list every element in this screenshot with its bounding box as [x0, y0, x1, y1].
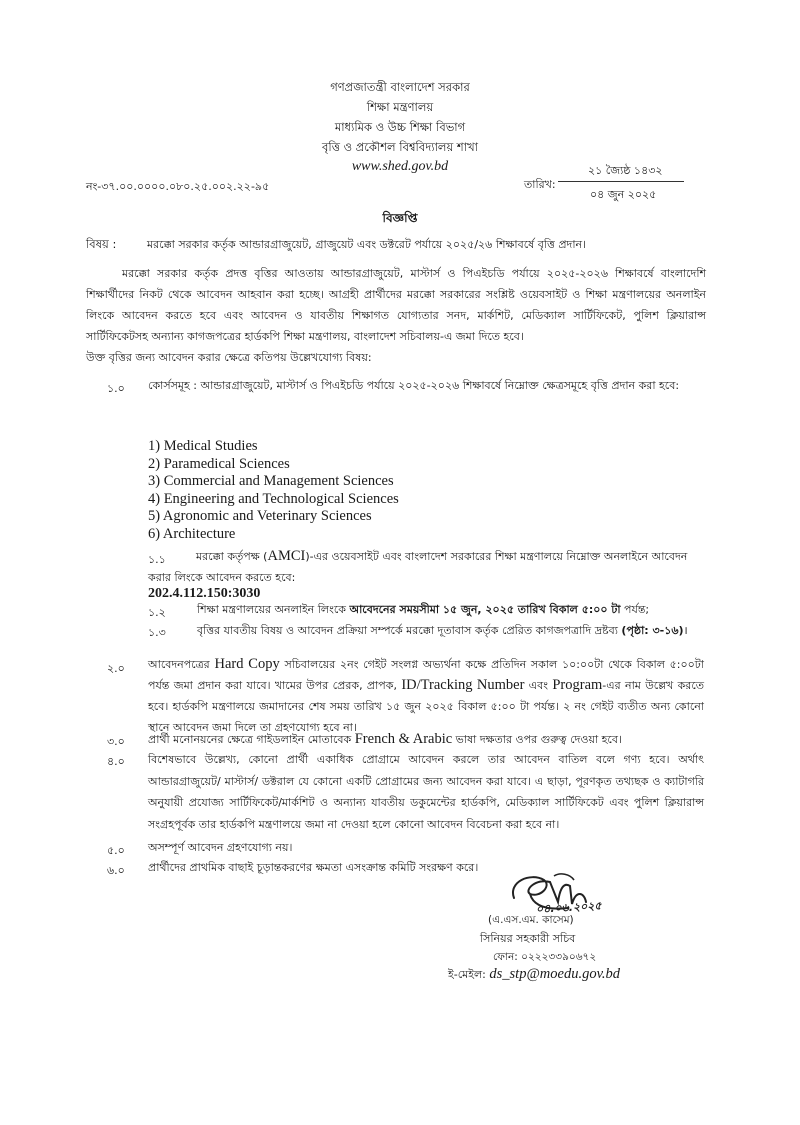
memo-number: নং-৩৭.০০.০০০০.০৮০.২৫.০০২.২২-৯৫ [86, 180, 270, 193]
notable-intro: উক্ত বৃত্তির জন্য আবেদন করার ক্ষেত্রে কতিপয় উল্লেখযোগ্য বিষয়: [86, 351, 372, 364]
item-1-1-text: মরক্কো কর্তৃপক্ষ (AMCI)-এর ওয়েবসাইট এবং বাংলাদেশ সরকারের শিক্ষা মন্ত্রণালয়ে নিম্নোক্ত অনলাইনে আবেদন করার লিংকে আবেদন করতে হবে: [148, 548, 688, 584]
item-1-text: কোর্সসমূহ : আন্ডারগ্রাজুয়েট, মাস্টার্স ও পিএইচডি পর্যায়ে ২০২৫-২০২৬ শিক্ষাবর্ষে নিম্নোক্ত ক্ষেত্রসমূহে বৃত্তি প্রদান করা হবে: [148, 379, 680, 392]
date-gregorian: ০৪ জুন ২০২৫ [590, 188, 657, 201]
notice-title: বিজ্ঞপ্তি [382, 211, 418, 225]
page-ref: (পৃষ্ঠা: ৩-১৬) [621, 624, 684, 637]
item-1-3-number: ১.৩ [148, 626, 166, 639]
header-ministry: শিক্ষা মন্ত্রণালয় [366, 100, 434, 114]
amci-label: AMCI [267, 548, 306, 564]
intro-paragraph: মরক্কো সরকার কর্তৃক প্রদত্ত বৃত্তির আওতায় আন্ডারগ্রাজুয়েট, মাস্টার্স ও পিএইচডি পর্যায়ে ২০২৫-২০২৬ শিক্ষাবর্ষে বাংলাদেশি শিক্ষার্থীদের নিকট থেকে আবেদন আহবান করা হচ্ছে। আগ্রহী প্রার্থীদের মরক্কো সরকারের সংশ্লিষ্ট ওয়েবসাইট ও শিক্ষা মন্ত্রণালয়ের অনলাইন লিংকে আবেদন করতে হবে এবং আবেদন ও যাবতীয় শিক্ষাগত যোগ্যতার সনদ, মার্কশিট, মেডিক্যাল সার্টিফিকেট, পুলিশ ক্লিয়ারান্স সার্টিফিকেটসহ অন্যান্য কাগজপত্রের হার্ডকপি শিক্ষা মন্ত্রণালয়, বাংলাদেশ সচিবালয়-এ জমা দিতে হবে। [86, 267, 706, 343]
signatory-email: ই-মেইল: ds_stp@moedu.gov.bd [448, 966, 621, 982]
item-2-text: আবেদনপত্রের Hard Copy সচিবালয়ের ২নং গেইট সংলগ্ন অভ্যর্থনা কক্ষে প্রতিদিন সকাল ১০:০০টা থেকে বিকাল ৫:০০টা পর্যন্ত জমা প্রদান করা যাবে। খামের উপর প্রেরক, প্রাপক, ID/Tracking Number এবং Program-এর নাম উল্লেখ করতে হবে। হার্ডকপি মন্ত্রণালয়ে জমাদানের শেষ সময় তারিখ ১৫ জুন ২০২৫ বিকাল ৫:০০ টা পর্যন্ত। ২ নং গেইট ব্যতীত অন্য কোনো স্থানে আবেদন জমা দিলে তা গ্রহণযোগ্য হবে না। [148, 656, 705, 734]
email-link[interactable]: ds_stp@moedu.gov.bd [489, 966, 621, 982]
signatory-name: (এ.এস.এম. কাসেম) [488, 914, 574, 926]
item-1-2-number: ১.২ [148, 606, 166, 619]
signatory-designation: সিনিয়র সহকারী সচিব [480, 932, 576, 945]
header-branch: বৃত্তি ও প্রকৌশল বিশ্ববিদ্যালয় শাখা [322, 140, 478, 154]
subject-label: বিষয় : [86, 237, 117, 251]
course-item: 4) Engineering and Technological Sciences [148, 490, 399, 507]
item-3-text: প্রার্থী মনোনয়নের ক্ষেত্রে গাইডলাইন মোতাবেক French & Arabic ভাষা দক্ষতার ওপর গুরুত্ব দেওয়া হবে। [148, 731, 622, 747]
item-3-number: ৩.০ [107, 735, 125, 748]
item-2-number: ২.০ [107, 662, 125, 675]
item-4-number: ৪.০ [107, 755, 125, 768]
item-1-number: ১.০ [107, 382, 125, 395]
item-1-2-text: শিক্ষা মন্ত্রণালয়ের অনলাইন লিংকে আবেদনের সময়সীমা ১৫ জুন, ২০২৫ তারিখ বিকাল ৫:০০ টা পর্যন্ত; [197, 603, 650, 616]
letterhead [0, 77, 800, 177]
item-6-text: প্রার্থীদের প্রাথমিক বাছাই চূড়ান্তকরণের ক্ষমতা এসংক্রান্ত কমিটি সংরক্ষণ করে। [148, 861, 479, 874]
course-item: 6) Architecture [148, 525, 236, 542]
date-bangla: ২১ জ্যৈষ্ঠ ১৪৩২ [588, 164, 663, 177]
subject-text: মরক্কো সরকার কর্তৃক আন্ডারগ্রাজুয়েট, গ্রাজুয়েট এবং ডক্টরেট পর্যায়ে ২০২৫/২৬ শিক্ষাবর্ষে বৃত্তি প্রদান। [147, 238, 587, 251]
header-government: গণপ্রজাতন্ত্রী বাংলাদেশ সরকার [330, 80, 470, 94]
deadline-text: আবেদনের সময়সীমা ১৫ জুন, ২০২৫ তারিখ বিকাল ৫:০০ টা [349, 603, 621, 616]
date-label: তারিখ: [524, 178, 556, 191]
signatory-phone: ফোন: ০২২২৩৩৯০৬৭২ [493, 951, 597, 963]
signature-date: ০৪.০৬.২০২৫ [535, 899, 602, 916]
course-item: 3) Commercial and Management Sciences [148, 473, 394, 489]
header-division: মাধ্যমিক ও উচ্চ শিক্ষা বিভাগ [334, 120, 466, 134]
course-item: 1) Medical Studies [148, 438, 258, 454]
course-item: 5) Agronomic and Veterinary Sciences [148, 508, 372, 524]
item-5-text: অসম্পূর্ণ আবেদন গ্রহণযোগ্য নয়। [148, 841, 293, 854]
item-1-3-text: বৃত্তির যাবতীয় বিষয় ও আবেদন প্রক্রিয়া সম্পর্কে মরক্কো দূতাবাস কর্তৃক প্রেরিত কাগজপত্রাদি দ্রষ্টব্য (পৃষ্ঠা: ৩-১৬)। [197, 624, 688, 637]
item-4-text: বিশেষভাবে উল্লেখ্য, কোনো প্রার্থী একাধিক প্রোগ্রামে আবেদন করলে তার আবেদন বাতিল বলে গণ্য হবে। অর্থাৎ আন্ডারগ্রাজুয়েট/ মাস্টার্স/ ডক্টরাল যে কোনো একটি প্রোগ্রামের জন্য আবেদন করা যাবে। এ ছাড়া, পূরণকৃত তথ্যছক ও ক্যাটাগরি অনুযায়ী প্রযোজ্য সার্টিফিকেট/মার্কশিট ও অন্যান্য যাবতীয় ডকুমেন্টের হার্ডকপি, মেডিক্যাল সার্টিফিকেট এবং পুলিশ ক্লিয়ারান্স সংগ্রহপূর্বক তার হার্ডকপি মন্ত্রণালয়ে জমা না দেওয়া হলে কোনো আবেদন বিবেচনা করা হবে না। [148, 753, 704, 831]
date-divider [558, 181, 684, 182]
application-link[interactable]: 202.4.112.150:3030 [148, 586, 261, 601]
item-1-1-number: ১.১ [148, 553, 166, 566]
course-list [148, 438, 399, 543]
course-item: 2) Paramedical Sciences [148, 455, 290, 472]
item-6-number: ৬.০ [107, 864, 125, 877]
item-5-number: ৫.০ [107, 844, 125, 857]
header-website: www.shed.gov.bd [351, 159, 449, 174]
